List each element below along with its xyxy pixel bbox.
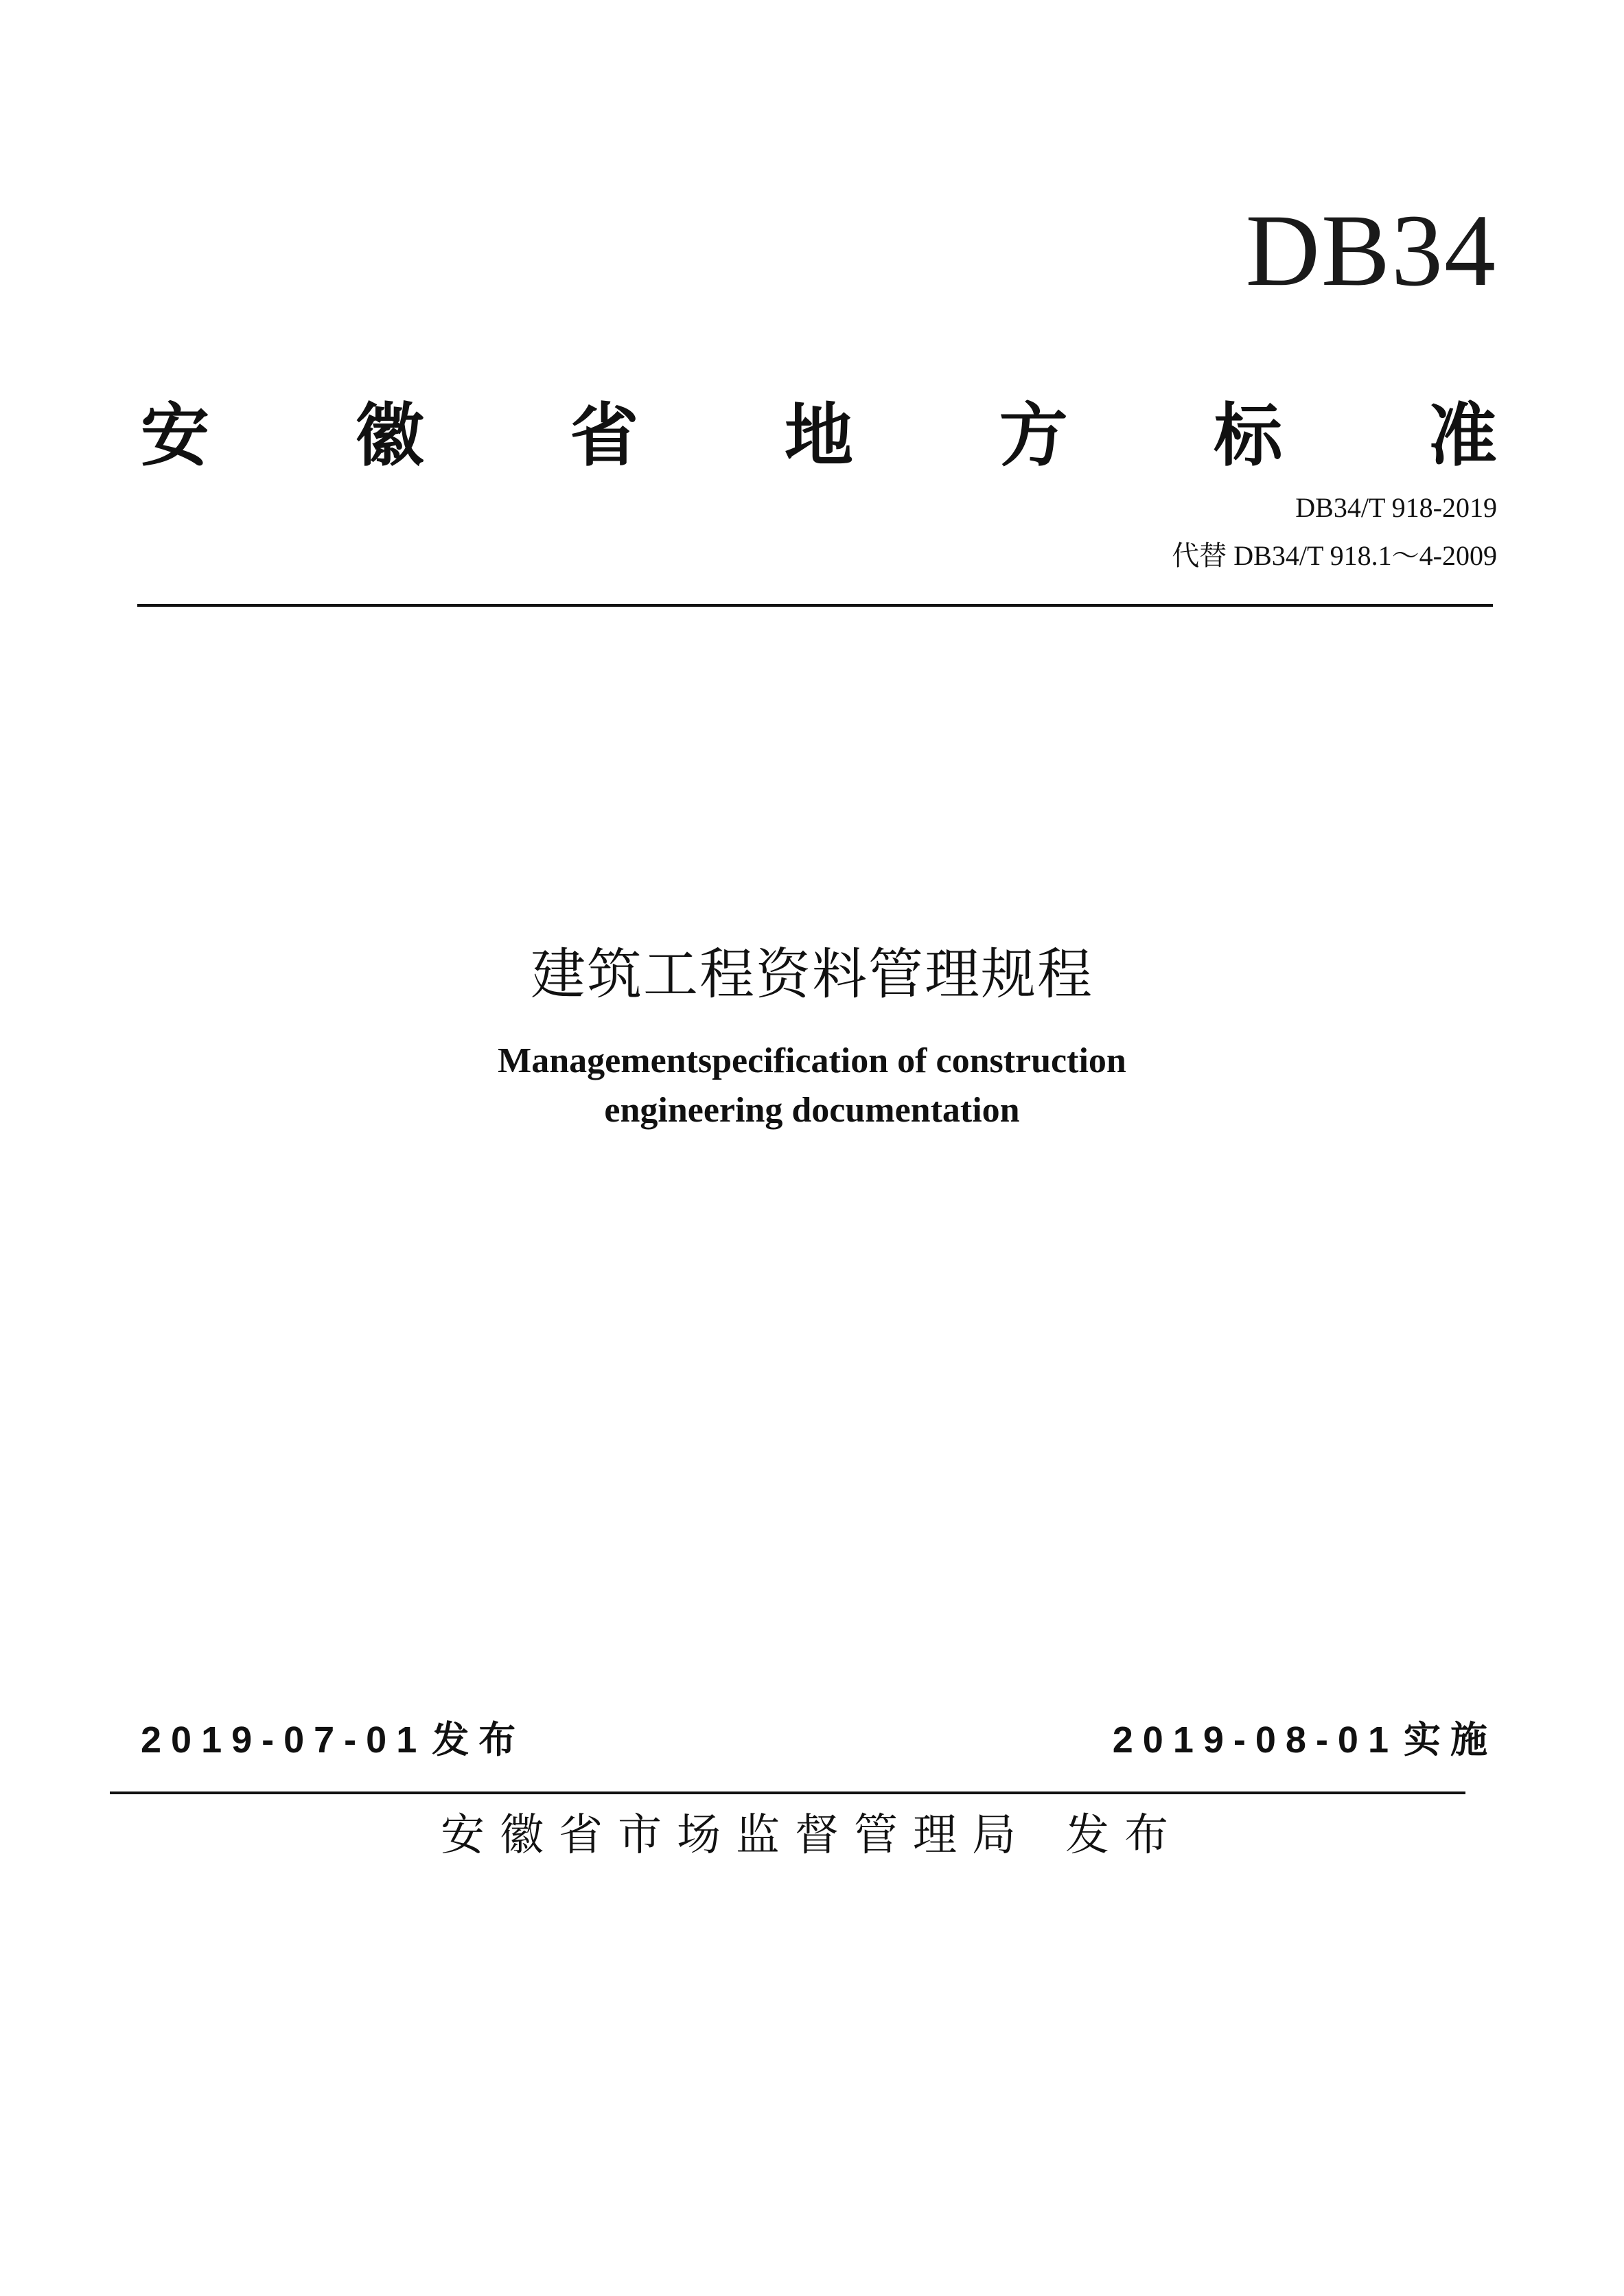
standard-type-char: 安 <box>141 395 209 476</box>
publish-label: 发布 <box>432 1718 526 1761</box>
implement-date-block <box>1112 1718 1497 1761</box>
standard-type-char: 省 <box>570 395 639 476</box>
replaces-standard: 代替 DB34/T 918.1～4-2009 <box>1172 540 1497 571</box>
standard-code: DB34 <box>1245 194 1497 308</box>
title-block <box>0 942 1624 1135</box>
implement-label: 实施 <box>1404 1718 1497 1761</box>
standard-number: DB34/T 918-2019 <box>1295 492 1497 523</box>
publish-date-block <box>141 1718 526 1761</box>
standard-type-char: 准 <box>1428 395 1497 476</box>
title-chinese: 建筑工程资料管理规程 <box>531 942 1093 1006</box>
implement-date: 2019-08-01 <box>1112 1719 1398 1761</box>
issuer-name: 安徽省市场监督管理局 <box>441 1810 1031 1861</box>
top-divider <box>137 604 1493 607</box>
title-english-line-2: engineering documentation <box>604 1091 1020 1130</box>
title-english-line-1: Managementspecification of construction <box>498 1041 1126 1080</box>
issuer-line <box>0 1810 1624 1861</box>
publish-date: 2019-07-01 <box>141 1719 427 1761</box>
standard-type-char: 地 <box>784 395 853 476</box>
standard-type-heading <box>141 391 1497 480</box>
issuer-label: 发布 <box>1065 1810 1183 1861</box>
standard-type-char: 徽 <box>355 395 424 476</box>
bottom-divider <box>110 1791 1465 1794</box>
standard-type-char: 标 <box>1214 395 1283 476</box>
standard-type-char: 方 <box>999 395 1068 476</box>
